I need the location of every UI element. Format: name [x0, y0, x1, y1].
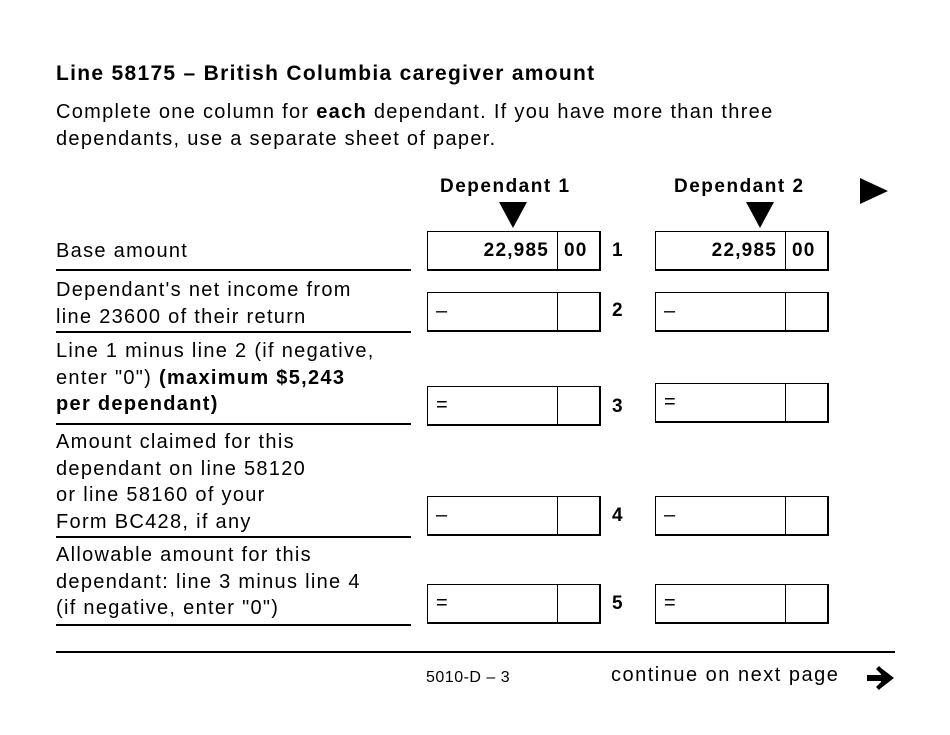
- dependant-2-line-1-dollars[interactable]: [655, 231, 786, 271]
- row-label-line-5: [56, 542, 412, 622]
- row-5-label-line-c: (if negative, enter "0"): [56, 597, 280, 619]
- dependant-2-line-1-cents[interactable]: [786, 231, 829, 271]
- instructions-line-2: dependants, use a separate sheet of paper.: [56, 128, 497, 150]
- cents-value: 00: [792, 240, 816, 261]
- equals-sign: =: [664, 391, 677, 413]
- footer-divider: [56, 651, 895, 653]
- dependant-2-line-2-cents[interactable]: [786, 292, 829, 332]
- dollars-value: 22,985: [483, 240, 549, 261]
- minus-sign: –: [664, 300, 677, 322]
- arrow-right-icon: [867, 666, 895, 695]
- line-number-4: 4: [612, 505, 623, 526]
- instructions: [56, 99, 774, 153]
- dependant-1-line-2-cents[interactable]: [558, 292, 601, 332]
- row-4-label-line-c: or line 58160 of your: [56, 484, 266, 506]
- equals-sign: =: [664, 592, 677, 614]
- dependant-2-line-3-field[interactable]: [655, 383, 829, 423]
- dependant-1-line-5-cents[interactable]: [558, 584, 601, 624]
- row-divider: [56, 423, 411, 425]
- line-number-1: 1: [612, 240, 623, 261]
- row-divider: [56, 624, 411, 626]
- dependant-2-line-4-field[interactable]: [655, 496, 829, 536]
- row-1-label-text: Base amount: [56, 240, 189, 262]
- dependant-1-line-5-field[interactable]: [427, 584, 601, 624]
- dependant-1-line-3-cents[interactable]: [558, 386, 601, 426]
- dependant-2-line-5-cents[interactable]: [786, 584, 829, 624]
- dollars-value: 22,985: [711, 240, 777, 261]
- dependant-2-line-1-field[interactable]: [655, 231, 829, 271]
- dependant-1-line-4-field[interactable]: [427, 496, 601, 536]
- minus-sign: –: [436, 300, 449, 322]
- minus-sign: –: [436, 504, 449, 526]
- instructions-part-2: dependant. If you have more than three: [367, 101, 774, 123]
- dependant-2-line-2-dollars[interactable]: [655, 292, 786, 332]
- row-label-line-2: [56, 277, 412, 330]
- row-label-line-3: [56, 338, 412, 418]
- minus-sign: –: [664, 504, 677, 526]
- equals-sign: =: [436, 394, 449, 416]
- triangle-right-icon: [860, 178, 888, 204]
- dependant-2-line-3-cents[interactable]: [786, 383, 829, 423]
- row-label-line-4: [56, 429, 412, 535]
- continue-on-next-page: continue on next page: [611, 664, 840, 686]
- row-3-label-line-b: enter "0"): [56, 366, 159, 389]
- row-5-label-line-a: Allowable amount for this: [56, 544, 312, 566]
- row-3-label-bold-b: per dependant): [56, 393, 219, 415]
- dependant-1-line-1-field[interactable]: [427, 231, 601, 271]
- dependant-1-line-4-cents[interactable]: [558, 496, 601, 536]
- instructions-bold: each: [316, 101, 368, 123]
- row-5-label-line-b: dependant: line 3 minus line 4: [56, 570, 361, 593]
- line-number-3: 3: [612, 396, 623, 417]
- line-number-2: 2: [612, 300, 623, 321]
- row-2-label-line-b: line 23600 of their return: [56, 305, 307, 328]
- row-4-label-line-a: Amount claimed for this: [56, 431, 295, 453]
- dependant-2-line-4-dollars[interactable]: [655, 496, 786, 536]
- dependant-1-line-3-field[interactable]: [427, 386, 601, 426]
- dependant-1-line-2-field[interactable]: [427, 292, 601, 332]
- instructions-part-1: Complete one column for: [56, 101, 317, 123]
- equals-sign: =: [436, 592, 449, 614]
- dependant-2-line-5-field[interactable]: [655, 584, 829, 624]
- form-code: 5010-D – 3: [426, 669, 511, 686]
- dependant-1-line-1-cents[interactable]: [558, 231, 601, 271]
- row-3-label-line-a: Line 1 minus line 2 (if negative,: [56, 340, 375, 362]
- row-divider: [56, 536, 411, 538]
- dependant-1-line-1-dollars[interactable]: [427, 231, 558, 271]
- dependant-2-line-2-field[interactable]: [655, 292, 829, 332]
- column-header-dependant-2: Dependant 2: [674, 176, 805, 197]
- triangle-down-icon: [499, 202, 527, 228]
- row-4-label-line-b: dependant on line 58120: [56, 457, 307, 480]
- cents-value: 00: [564, 240, 588, 261]
- row-divider: [56, 269, 411, 271]
- dependant-1-line-2-dollars[interactable]: [427, 292, 558, 332]
- row-2-label-line-a: Dependant's net income from: [56, 279, 352, 301]
- dependant-1-line-4-dollars[interactable]: [427, 496, 558, 536]
- row-3-label-bold-a: (maximum $5,243: [158, 366, 346, 389]
- row-4-label-line-d: Form BC428, if any: [56, 510, 252, 533]
- dependant-1-line-3-dollars[interactable]: [427, 386, 558, 426]
- triangle-down-icon: [746, 202, 774, 228]
- row-divider: [56, 331, 411, 333]
- dependant-1-line-5-dollars[interactable]: [427, 584, 558, 624]
- section-title: Line 58175 – British Columbia caregiver amount: [56, 62, 596, 85]
- line-number-5: 5: [612, 593, 623, 614]
- row-label-line-1: [56, 238, 412, 265]
- dependant-2-line-5-dollars[interactable]: [655, 584, 786, 624]
- dependant-2-line-3-dollars[interactable]: [655, 383, 786, 423]
- column-header-dependant-1: Dependant 1: [440, 176, 571, 197]
- dependant-2-line-4-cents[interactable]: [786, 496, 829, 536]
